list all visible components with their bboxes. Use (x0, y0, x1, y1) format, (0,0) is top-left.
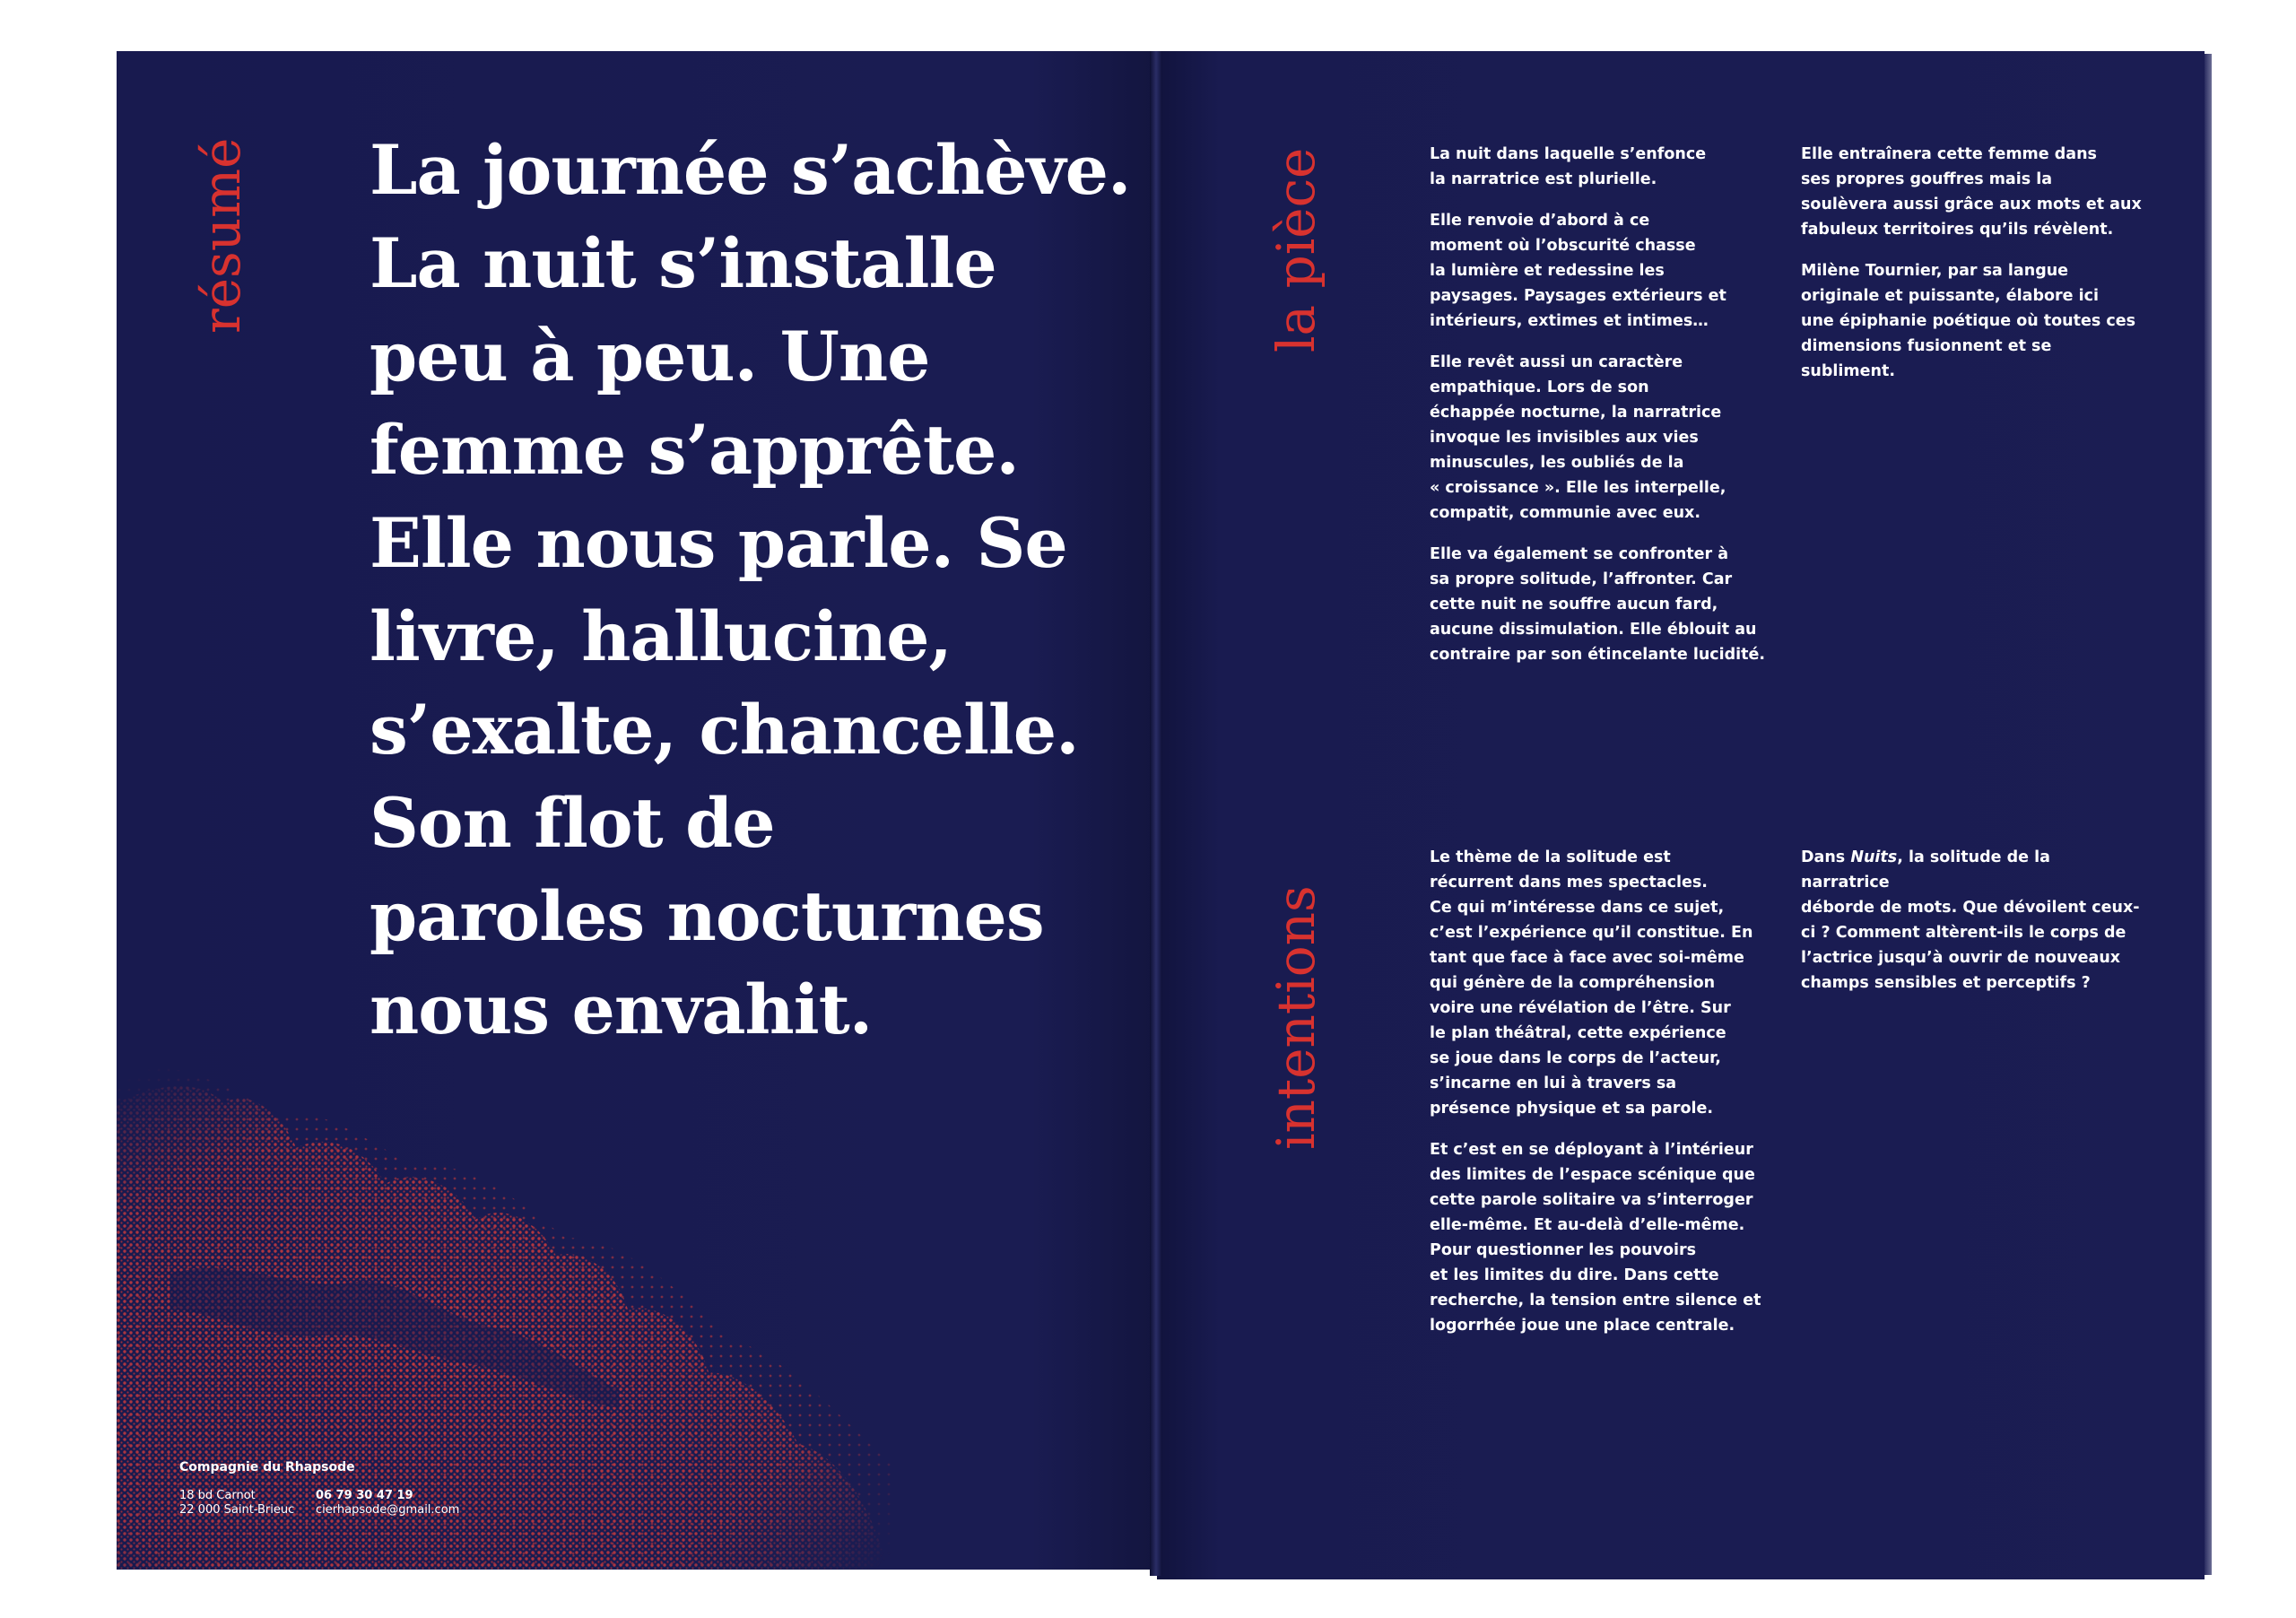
page-edge (2205, 54, 2212, 1575)
text-run: Dans (1801, 848, 1851, 866)
email-address: cierhapsode@gmail.com (316, 1503, 460, 1517)
booklet-spine (1150, 51, 1162, 1576)
company-name: Compagnie du Rhapsode (179, 1460, 355, 1474)
quote-line: Elle nous parle. Se (370, 503, 1067, 583)
paragraph: La nuit dans laquelle s’enfonce la narratrice est plurielle. (1430, 145, 1707, 188)
intentions-column-1 (1430, 845, 1770, 1354)
section-label-resume: résumé (191, 137, 252, 334)
quote-line: livre, hallucine, (370, 596, 952, 676)
paragraph: Elle revêt aussi un caractère empathique. Lors de son échappée nocturne, la narratrice invoque les invisibles aux vies minuscules, les oubliés de la « croissance ». Elle les interpelle, compatit, communie avec eux. (1430, 353, 1726, 522)
quote-line: paroles nocturnes (370, 876, 1044, 956)
play-title: Nuits (1850, 848, 1898, 866)
address-street: 18 bd Carnot (179, 1489, 256, 1502)
quote-line: femme s’apprête. (370, 410, 1019, 490)
quote-line: Son flot de (370, 783, 775, 863)
piece-column-2 (1801, 142, 2142, 400)
paragraph: Elle renvoie d’abord à ce moment où l’obscurité chasse la lumière et redessine les paysages. Paysages extérieurs et intérieurs, extimes et intimes… (1430, 212, 1726, 330)
text-run: , la solitude de la narratrice déborde de mots. Que dévoilent ceux- ci ? Comment altèrent-ils le corps de l’actrice jusqu’à ouvrir de nouveaux champs sensibles et perceptifs ? (1801, 848, 2140, 992)
summary-quote (370, 124, 1132, 1057)
quote-line: La nuit s’installe (370, 223, 996, 303)
quote-line: nous envahit. (370, 970, 873, 1049)
quote-line: peu à peu. Une (370, 317, 930, 396)
paragraph: Elle entraînera cette femme dans ses propres gouffres mais la soulèvera aussi grâce aux mots et aux fabuleux territoires qu’ils révèlent. (1801, 145, 2142, 239)
paragraph (1801, 845, 2142, 996)
piece-column-1 (1430, 142, 1770, 683)
paragraph: Milène Tournier, par sa langue originale et puissante, élabore ici une épiphanie poétique où toutes ces dimensions fusionnent et se subliment. (1801, 262, 2136, 380)
phone-number: 06 79 30 47 19 (316, 1489, 413, 1502)
section-label-intentions: intentions (1265, 885, 1326, 1150)
paragraph: Le thème de la solitude est récurrent dans mes spectacles. Ce qui m’intéresse dans ce sujet, c’est l’expérience qu’il constitue. En tant que face à face avec soi-même qui génère de la compréhension voire une révélation de l’être. Sur le plan théâtral, cette expérience se joue dans le corps de l’acteur, s’incarne en lui à travers sa présence physique et sa parole. (1430, 848, 1753, 1118)
section-label-la-piece: la pièce (1265, 147, 1326, 352)
paragraph: Elle va également se confronter à sa propre solitude, l’affronter. Car cette nuit ne souffre aucun fard, aucune dissimulation. Elle éblouit au contraire par son étincelante lucidité. (1430, 545, 1766, 664)
quote-line: s’exalte, chancelle. (370, 690, 1079, 770)
paragraph: Et c’est en se déployant à l’intérieur des limites de l’espace scénique que cette parole solitaire va s’interroger elle-même. Et au-delà d’elle-même. Pour questionner les pouvoirs et les limites du dire. Dans cette recherche, la tension entre silence et logorrhée joue une place centrale. (1430, 1141, 1761, 1335)
address-city: 22 000 Saint-Brieuc (179, 1503, 295, 1517)
intentions-column-2 (1801, 845, 2142, 1012)
quote-line: La journée s’achève. (370, 130, 1131, 210)
